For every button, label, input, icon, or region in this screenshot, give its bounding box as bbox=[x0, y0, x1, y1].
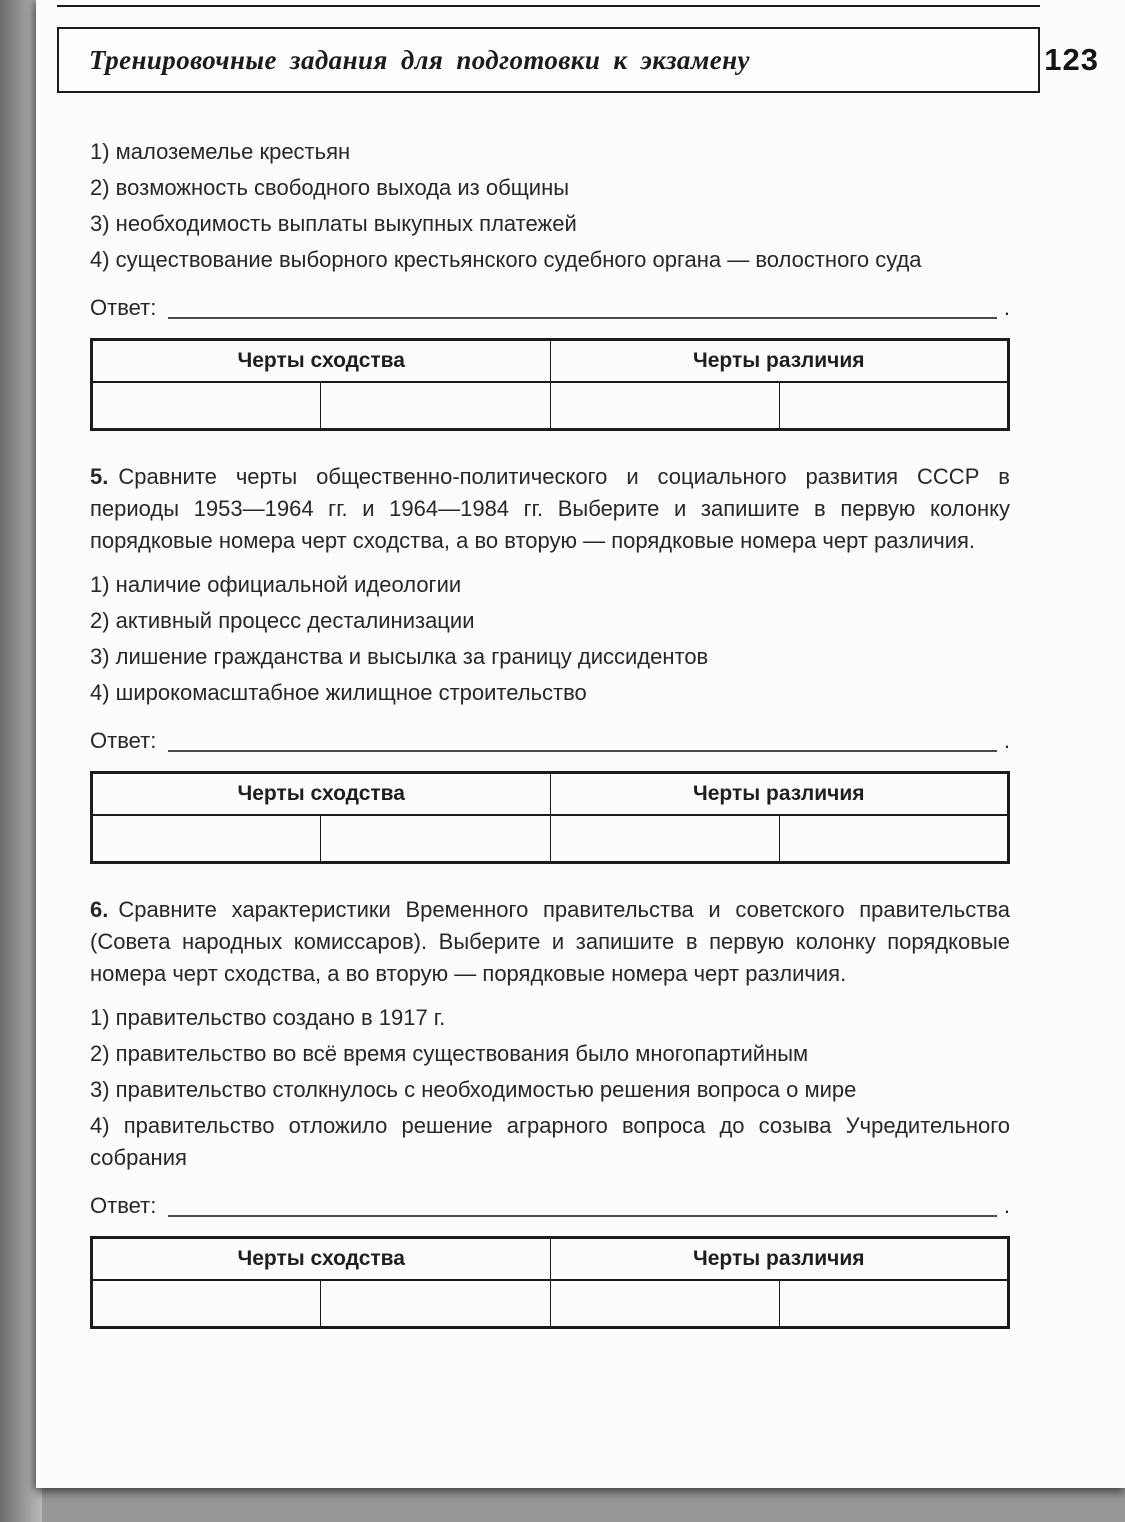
option-item: 2) активный процесс десталинизации bbox=[90, 608, 475, 633]
question-6-number: 6. bbox=[90, 897, 109, 922]
page-content bbox=[90, 136, 1010, 1359]
option-item: 3) лишение гражданства и высылка за границу диссидентов bbox=[90, 644, 709, 669]
option-item: 3) необходимость выплаты выкупных платежей bbox=[90, 211, 577, 236]
differences-cell-2 bbox=[779, 382, 1008, 430]
question-5 bbox=[90, 461, 1010, 557]
similarities-cell-2 bbox=[321, 1280, 550, 1328]
answer-row bbox=[90, 1190, 1010, 1222]
table-header-similarities: Черты сходства bbox=[92, 773, 551, 815]
differences-cell-1 bbox=[550, 815, 779, 863]
question5-options-list bbox=[90, 569, 1010, 709]
option-item: 1) наличие официальной идеологии bbox=[90, 572, 462, 597]
question4-options-list bbox=[90, 136, 1010, 276]
option-item: 1) правительство создано в 1917 г. bbox=[90, 1005, 446, 1030]
similarities-cell-1 bbox=[92, 1280, 321, 1328]
answer-blank-line bbox=[168, 725, 997, 752]
option-item: 2) правительство во всё время существования было многопартийным bbox=[90, 1041, 809, 1066]
similarities-cell-2 bbox=[321, 815, 550, 863]
table-header-differences: Черты различия bbox=[550, 773, 1009, 815]
question-6 bbox=[90, 894, 1010, 990]
option-item: 4) широкомасштабное жилищное строительство bbox=[90, 680, 587, 705]
differences-cell-2 bbox=[779, 815, 1008, 863]
comparison-table-2 bbox=[90, 771, 1010, 864]
option-item: 2) возможность свободного выхода из общины bbox=[90, 175, 570, 200]
page-number: 123 bbox=[1044, 42, 1099, 77]
option-item: 4) правительство отложило решение аграрного вопроса до созыва Учредительного собрания bbox=[90, 1113, 1010, 1170]
question-6-text: Сравните характеристики Временного правительства и советского правительства (Совета народных комиссаров). Выберите и запишите в первую колонку порядковые номера черт сходства, а во вторую — порядковые номера черт различия. bbox=[90, 897, 1010, 986]
question-5-text: Сравните черты общественно-политического и социального развития СССР в периоды 1953—1964 гг. и 1964—1984 гг. Выберите и запишите в первую колонку порядковые номера черт сходства, а во вторую — порядковые номера черт различия. bbox=[90, 464, 1010, 553]
differences-cell-1 bbox=[550, 1280, 779, 1328]
table-header-differences: Черты различия bbox=[550, 1238, 1009, 1280]
answer-label: Ответ: bbox=[90, 295, 157, 320]
comparison-table-1 bbox=[90, 338, 1010, 431]
answer-row bbox=[90, 725, 1010, 757]
top-rule bbox=[57, 5, 1040, 7]
differences-cell-2 bbox=[779, 1280, 1008, 1328]
answer-period: . bbox=[1003, 728, 1010, 753]
similarities-cell-1 bbox=[92, 815, 321, 863]
answer-blank-line bbox=[168, 292, 997, 319]
option-item: 3) правительство столкнулось с необходимостью решения вопроса о мире bbox=[90, 1077, 857, 1102]
table-header-differences: Черты различия bbox=[550, 340, 1009, 382]
question-5-number: 5. bbox=[90, 464, 109, 489]
answer-blank-line bbox=[168, 1190, 997, 1217]
question6-options-list bbox=[90, 1002, 1010, 1174]
option-item: 4) существование выборного крестьянского судебного органа — волостного суда bbox=[90, 247, 922, 272]
answer-row bbox=[90, 292, 1010, 324]
answer-period: . bbox=[1003, 1193, 1010, 1218]
similarities-cell-1 bbox=[92, 382, 321, 430]
answer-label: Ответ: bbox=[90, 1193, 157, 1218]
similarities-cell-2 bbox=[321, 382, 550, 430]
comparison-table-3 bbox=[90, 1236, 1010, 1329]
table-answer-row bbox=[92, 815, 1009, 863]
table-answer-row bbox=[92, 382, 1009, 430]
table-header-similarities: Черты сходства bbox=[92, 340, 551, 382]
header-title: Тренировочные задания для подготовки к экзамену bbox=[89, 44, 750, 75]
differences-cell-1 bbox=[550, 382, 779, 430]
answer-period: . bbox=[1003, 295, 1010, 320]
answer-label: Ответ: bbox=[90, 728, 157, 753]
table-answer-row bbox=[92, 1280, 1009, 1328]
option-item: 1) малоземелье крестьян bbox=[90, 139, 351, 164]
page-header bbox=[57, 27, 1040, 93]
table-header-similarities: Черты сходства bbox=[92, 1238, 551, 1280]
page bbox=[36, 0, 1125, 1488]
